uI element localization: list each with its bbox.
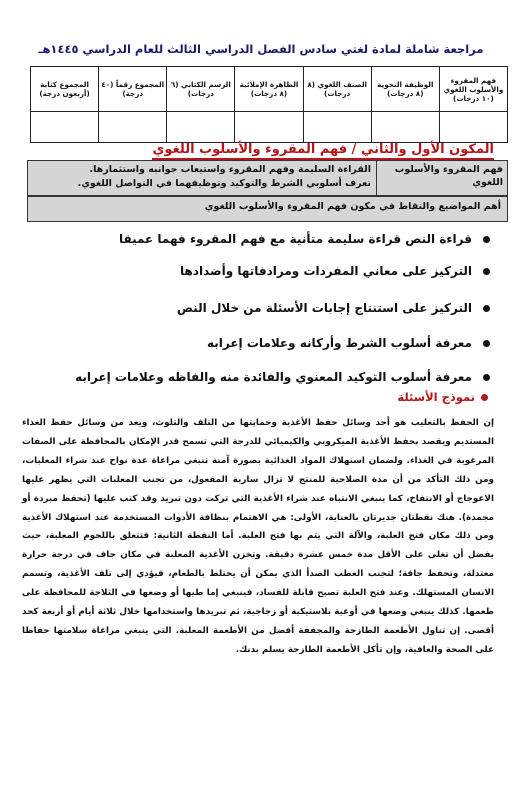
list-item xyxy=(30,336,490,350)
topics-box xyxy=(27,196,508,222)
bullet-icon xyxy=(483,268,490,275)
description-line: القراءة السليمة وفهم المقروء واستيعاب جوانبه واستثمارها. xyxy=(89,164,371,175)
grade-cell xyxy=(167,112,235,143)
section-title: المكون الأول والثاني / فهم المقروء والأسلوب اللغوي xyxy=(152,142,494,160)
bullet-icon xyxy=(483,340,490,347)
grade-cell xyxy=(31,112,99,143)
component-description xyxy=(34,163,371,192)
component-box xyxy=(27,160,508,196)
key-points-list xyxy=(30,232,490,384)
page-title: مراجعة شاملة لمادة لغتي سادس الفصل الدراسي الثالث للعام الدراسي ١٤٤٥هـ xyxy=(38,42,484,56)
model-heading-text: نموذج الأسئلة xyxy=(397,390,475,404)
grade-cell xyxy=(99,112,167,143)
grades-column-header: الرسم الكتابي (٦ درجات) xyxy=(167,67,235,112)
point-text: التركيز على معاني المفردات ومرادفاتها وأضدادها xyxy=(179,264,472,278)
grade-cell xyxy=(303,112,371,143)
divider xyxy=(376,161,377,195)
grades-table xyxy=(30,66,508,143)
grades-column-header: الوظيفة النحوية (٨ درجات) xyxy=(371,67,439,112)
grades-column-header: الظاهرة الإملائية (٨ درجات) xyxy=(235,67,303,112)
grades-column-header: المجموع كتابة (أربعون درجة) xyxy=(31,67,99,112)
bullet-icon xyxy=(483,305,490,312)
grade-cell xyxy=(439,112,507,143)
list-item xyxy=(30,301,490,315)
grades-score-row xyxy=(31,112,508,143)
grades-header-row xyxy=(31,67,508,112)
grade-cell xyxy=(371,112,439,143)
description-line: تعرف أسلوبي الشرط والتوكيد وتوظيفهما في التواصل اللغوي. xyxy=(77,178,371,190)
bullet-icon xyxy=(483,236,490,243)
grade-cell xyxy=(235,112,303,143)
list-item xyxy=(30,370,490,384)
grades-column-header: فهم المقروء والأسلوب اللغوي (١٠ درجات) xyxy=(439,67,507,112)
component-name: فهم المقروء والأسلوب اللغوي xyxy=(394,164,503,188)
topics-heading: أهم المواضيع والنقاط في مكون فهم المقروء والأسلوب اللغوي xyxy=(204,201,501,212)
bullet-icon xyxy=(481,394,488,401)
reading-passage: إن الحفظ بالتعليب هو أحد وسائل حفظ الأغذية وحمايتها من التلف والتلوث، ويعد من وسائل حفظ الغذاء المستديم ويقصد بحفظ الأغذية الميكروبي والكيميائي للدرجة التي تسمح قدر الإمكان بالمحافظة على الصفات المرغوبة في الغذاء. ولضمان استهلاك المواد الغذائية بصورة آمنة تنبغي مراعاة عدة نواح عند شراء المعلبات، ومن ذلك التأكد من أن مدة الصلاحية للمنتج لا تزال سارية المفعول، من تجنب المعلبات التي يظهر عليها الاعوجاج أو الانتفاخ، كما ينبغي الانتباه عند شراء الأغذية التي تركت دون تبريد وقد كتب عليها (تحفظ مبردة أو مجمدة). هنك نقطتان جديرتان بالعناية، الأولى: هي الاهتمام بنظافة الأدوات المستخدمة عند استهلاك الأغذية ومن ذلك مكان فتح العلبة، والآلة التي يتم بها فتح العلبة. أما النقطة الثانية: فتتعلق باللحوم المعلبة، حيث يفضل أن تغلى على الأقل مدة خمس عشرة دقيقة. وتخزن الأغذية المعلبة في مكان جاف في درجة حرارة معتدلة، وتحفظ جافة؛ لتجنب العطب الصدأ الذي يمكن أن يختلط بالطعام، فيؤدي إلى تلف الأغذية، وتسمم الانسان المستهلك. وعند فتح العلبة تصبح قابلة للفساد، فينبغي إما طيها أو وضعها في الثلاجة للمحافظة على طعمها. كذلك ينبغي وضعها في أوعية بلاستيكية أو زجاجية، ثم تبريدها واستخدامها خلال ثلاثة أيام أو أربعة كحد أقصى. إن تناول الأطعمة الطازجة والمجففة أفضل من الأطعمة المعلبة. التي ينبغي مراعاة سلامتها حفاظا على الصحة والعافية، وإن تأكل الأطعمة الطازجة يسلم بدنك. xyxy=(22,418,494,655)
point-text: معرفة أسلوب الشرط وأركانه وعلامات إعرابه xyxy=(206,336,472,350)
grades-column-header: المجموع رقماً (٤٠ درجة) xyxy=(99,67,167,112)
grades-column-header: الصنف اللغوي (٨ درجات) xyxy=(303,67,371,112)
point-text: التركيز على استنتاج إجابات الأسئلة من خلال النص xyxy=(176,301,472,315)
model-questions-heading xyxy=(397,390,488,404)
point-text: قراءة النص قراءة سليمة متأنية مع فهم المقروء فهما عميقا xyxy=(118,232,472,246)
bullet-icon xyxy=(483,374,490,381)
list-item xyxy=(30,264,490,278)
point-text: معرفة أسلوب التوكيد المعنوي والفائدة منه والفاظه وعلامات إعرابه xyxy=(75,370,472,384)
list-item xyxy=(30,232,490,246)
